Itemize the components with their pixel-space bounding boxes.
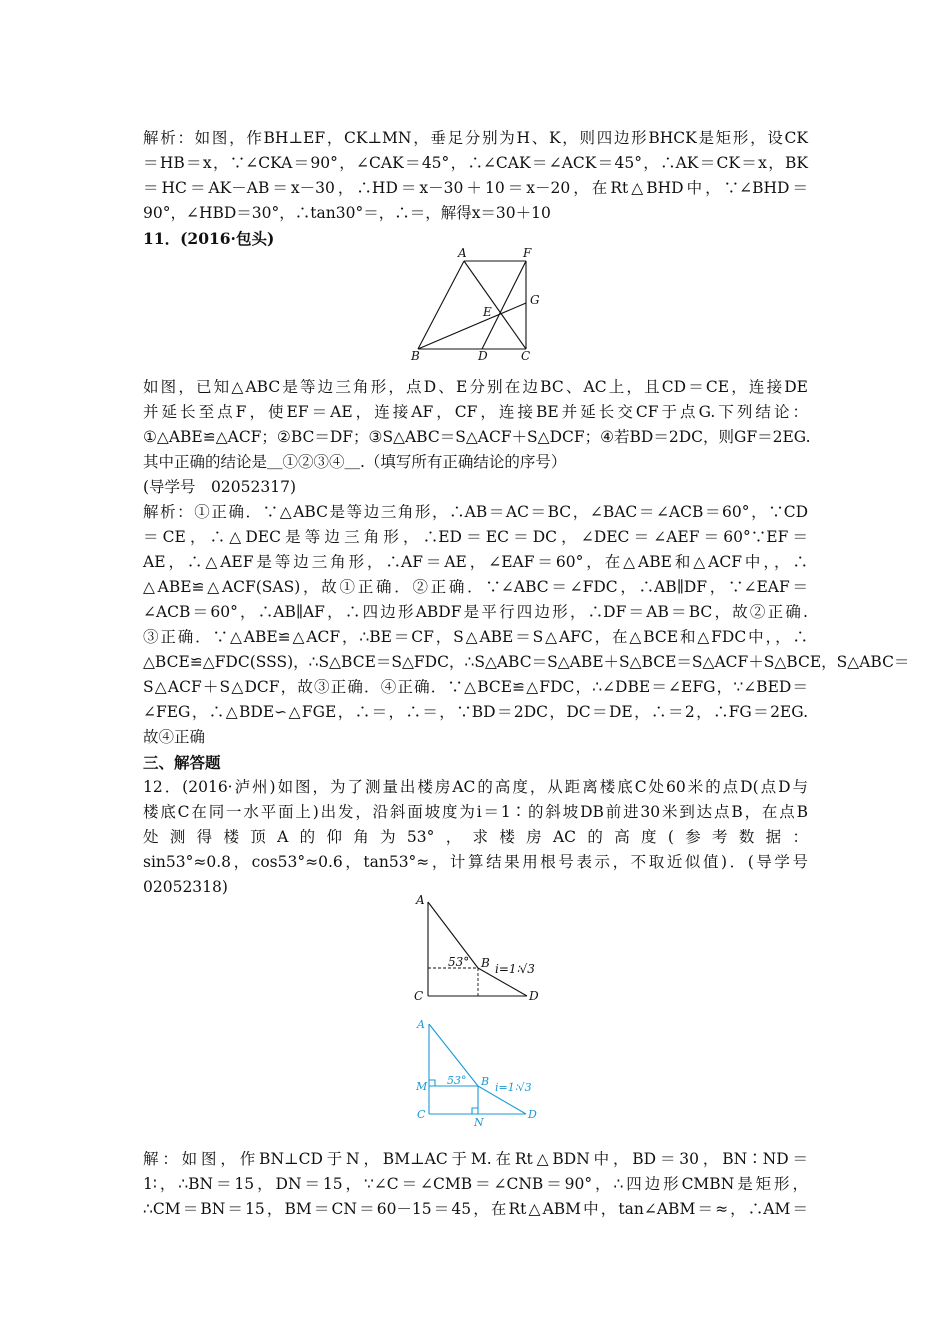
- text-line-8: 解析：①正确．∵△ABC是等边三角形，∴AB＝AC＝BC，∠BAC＝∠ACB＝60°，∵CD: [143, 503, 808, 521]
- question-12-line-3: 处测得楼顶A的仰角为53°，求楼房AC的高度(参考数据：: [143, 828, 808, 846]
- answer-line: 其中正确的结论是＿①②③④＿.（填写所有正确结论的序号）: [143, 453, 567, 471]
- text-line-12: ∠ACB＝60°，∴AB∥AF，∴四边形ABDF是平行四边形，∴DF＝AB＝BC，故②正确.: [143, 603, 808, 621]
- guide-number-1: (导学号 02052317): [143, 478, 296, 496]
- solution-line-3: ∴CM＝BN＝15，BM＝CN＝60－15＝45，在Rt△ABM中，tan∠ABM＝≈，∴AM＝: [143, 1200, 808, 1218]
- text-line-15: S△ACF＋S△DCF，故③正确．④正确．∵△BCE≌△FDC，∴∠DBE＝∠EFG，∵∠BED＝: [143, 678, 808, 696]
- label-a: A: [458, 246, 467, 260]
- question-12-line-2: 楼底C在同一水平面上)出发，沿斜面坡度为i＝1∶的斜坡DB前进30米到达点B，在点B: [143, 803, 808, 821]
- text-line-9: ＝CE，∴△DEC是等边三角形，∴ED＝EC＝DC，∠DEC＝∠AEF＝60°∵EF＝: [143, 528, 808, 546]
- label-b: B: [481, 1075, 490, 1088]
- label-g: G: [530, 293, 540, 307]
- question-12-line-4: sin53°≈0.8，cos53°≈0.6，tan53°≈，计算结果用根号表示，不取近似值)．(导学号: [143, 853, 808, 871]
- label-b: B: [481, 956, 490, 970]
- label-slope: i=1∶√3: [495, 962, 535, 976]
- label-slope: i=1∶√3: [495, 1081, 532, 1094]
- text-line-14: △BCE≌△FDC(SSS)，∴S△BCE＝S△FDC，∴S△ABC＝S△ABE＋S△BCE＝S△ACF＋S△BCE，S△ABC＝: [143, 653, 910, 671]
- text-line-11: △ABE≌△ACF(SAS)，故①正确．②正确．∵∠ABC＝∠FDC，∴AB∥DF，∵∠EAF＝: [143, 578, 808, 596]
- label-f: F: [523, 246, 532, 260]
- label-d: D: [478, 349, 488, 363]
- label-d: D: [529, 989, 539, 1003]
- label-c: C: [417, 1108, 426, 1121]
- solution-line-2: 1∶，∴BN＝15，DN＝15，∵∠C＝∠CMB＝∠CNB＝90°，∴四边形CMBN是矩形，: [143, 1175, 808, 1193]
- solution-line-1: 解：如图，作BN⊥CD于N，BM⊥AC于M.在Rt△BDN中，BD＝30，BN∶ND＝: [143, 1150, 808, 1168]
- label-e: E: [483, 305, 492, 319]
- label-angle: 53°: [447, 1074, 467, 1087]
- label-a: A: [417, 1018, 425, 1031]
- text-line-4: 90°，∠HBD＝30°，∴tan30°＝，∴＝，解得x＝30＋10: [143, 204, 551, 222]
- text-line-13: ③正确．∵△ABE≌△ACF，∴BE＝CF，S△ABE＝S△AFC，在△BCE和△FDC中，，∴: [143, 628, 808, 646]
- text-line-2: ＝HB＝x，∵∠CKA＝90°，∠CAK＝45°，∴∠CAK＝∠ACK＝45°，∴AK＝CK＝x，BK: [143, 154, 808, 172]
- text-line-5: 如图，已知△ABC是等边三角形，点D、E分别在边BC、AC上，且CD＝CE，连接DE: [143, 378, 808, 396]
- question-11-header: 11．(2016·包头): [143, 229, 275, 248]
- label-angle: 53°: [448, 955, 470, 969]
- text-line-17: 故④正确: [143, 728, 206, 746]
- section-header: 三、解答题: [143, 753, 221, 772]
- label-c: C: [414, 989, 424, 1003]
- text-line-7: ①△ABE≌△ACF；②BC＝DF；③S△ABC＝S△ACF＋S△DCF；④若BD＝2DC，则GF＝2EG.: [143, 428, 811, 446]
- label-a: A: [416, 893, 425, 907]
- text-line-16: ∠FEG，∴△BDE∽△FGE，∴＝，∴＝，∵BD＝2DC，DC＝DE，∴＝2，∴FG＝2EG.: [143, 703, 808, 721]
- figure-building-slope: [408, 892, 548, 1007]
- label-c: C: [521, 349, 531, 363]
- label-n: N: [474, 1116, 484, 1129]
- text-line-6: 并延长至点F，使EF＝AE，连接AF，CF，连接BE并延长交CF于点G.下列结论：: [143, 403, 808, 421]
- label-d: D: [528, 1108, 537, 1121]
- text-line-3: ＝HC＝AK－AB＝x－30，∴HD＝x－30＋10＝x－20，在Rt△BHD中，∵∠BHD＝: [143, 179, 808, 197]
- text-line-10: AE，∴△AEF是等边三角形，∴AF＝AE，∠EAF＝60°，在△ABE和△ACF中，，∴: [143, 553, 808, 571]
- label-b: B: [411, 349, 420, 363]
- question-12-line-1: 12．(2016·泸州)如图，为了测量出楼房AC的高度，从距离楼底C处60米的点D(点D与: [143, 778, 808, 796]
- text-line-1: 解析：如图，作BH⊥EF，CK⊥MN，垂足分别为H、K，则四边形BHCK是矩形，设CK: [143, 129, 808, 147]
- figure-triangle-abc: [405, 246, 555, 366]
- figure-building-slope-solution: [408, 1014, 548, 1134]
- label-m: M: [416, 1080, 428, 1093]
- guide-number-2: 02052318): [143, 878, 228, 896]
